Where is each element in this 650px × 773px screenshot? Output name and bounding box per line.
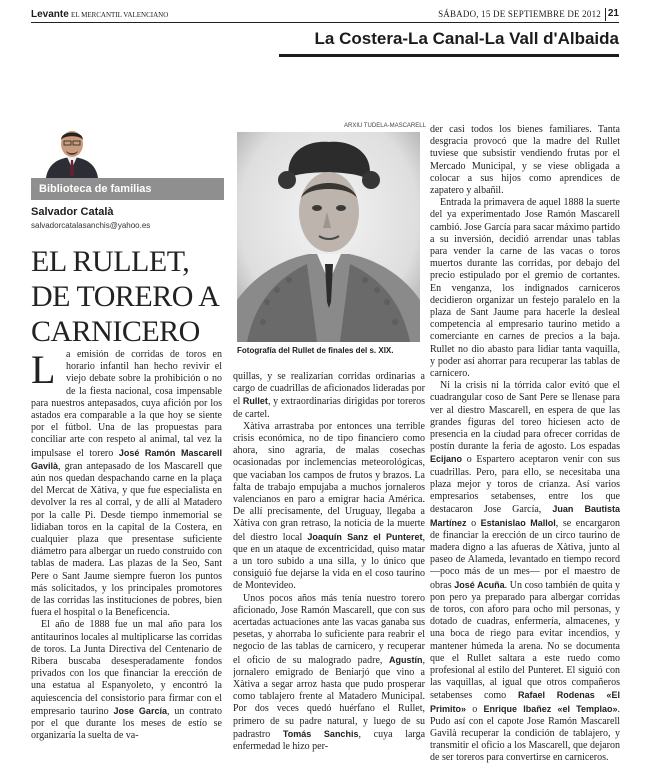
bullfighter-photo bbox=[237, 132, 420, 342]
paragraph: Unos pocos años más tenía nuestro torero aficionado, Jose Ramón Mascarell, que con sus acertadas actuaciones ante las vacas ganaba sus pesetas, y ahorraba lo suficiente para reabrir el negocio de las tablas de carnicero, y recuperar el oficio de su malogrado padre, Agustín, jornalero emigrado de Beniarjó que vino a Xàtiva a segar arroz hasta que pudo prosperar como tablajero frente al Matadero Municipal. Por dos veces quedó huérfano el Rullet, primero de su padre natural, y luego de su padrastro Tomás Sanchis, cuya larga enfermedad le hizo per- bbox=[233, 592, 425, 753]
issue-date: SÁBADO, 15 DE SEPTIEMBRE DE 2012 bbox=[438, 9, 601, 19]
page-number: 21 bbox=[607, 8, 619, 19]
blog-name-bar: Biblioteca de familias bbox=[31, 178, 224, 200]
paragraph: Xàtiva arrastraba por entonces una terrible crisis económica, no de tipo financiero como ahora, sino agraria, de malas cosechas ocasionadas por inclemencias meteorológicas, que vaciaban los campos de frutos y brazos. La falta de trabajo empujaba a muchos jornaleros valencianos en paro a emigrar hacia América. De allí precisamente, del Uruguay, llegaba a Xàtiva con gran retraso, la noticia de la muerte del diestro local Joaquín Sanz el Punteret, que en un ataque de excentricidad, quiso matar a un toro subido a una silla, y lo único que consiguió fue dejarse la vida en el coso taurino de Montevideo. bbox=[233, 420, 425, 592]
publication-name: Levante EL MERCANTIL VALENCIANO bbox=[31, 9, 169, 20]
paragraph: der casi todos los bienes familiares. Tanta desgracia provocó que la madre del Rullet tuviese que subsistir vendiendo frutas por el Mercado Municipal, y se viese obligada a colocar a sus hijos como aprendices de zapatero y albañil. bbox=[430, 124, 620, 197]
paragraph: Ni la crisis ni la tórrida calor evitó que el cuadrangular coso de Sant Pere se llenase para ver al diestro Mascarell, en espera de que las grandes figuras del toreo hiciesen acto de presencia en la ciudad para ofrecer corridas de postín durante la feria de agosto. Los espadas Ecijano o Espartero aceptaron venir con sus cuadrillas. Pero, para ello, se necesitaba una plaza mejor y toros de crianza. Así varios empresarios setabenses, entre los que destacaron Jose García, Juan Bautista Martínez o Estanislao Mallol, se encargaron de financiar la erección de un circo taurino de madera digno a las afueras de Xàtiva, junto al paseo de Alameda, levantado en tiempo record —poco más de un mes— por el maestro de obras José Acuña. Un coso también de quita y pon pero ya preparado para albergar corridas de toros, con aforo para ocho mil personas, y dotado de cuadras, enfermería, almacenes, y una boca de riego para evitar incendios, y mantener húmeda la arena. No se documenta que el Rullet saltara a este ruedo como profesional al estilo del Punteret. El siguió con las vaquillas, al igual que otros compañeros setabenses como Rafael Rodenas «El Primito» o Enrique Ibañez «el Templao». Pudo así con el capote Jose Ramón Mascarell Gavilà recuperar la condición de tablajero, y transmitir el oficio a los Mascarell, que dejaron de ser toreros para convertirse en carniceros. bbox=[430, 380, 620, 764]
author-portrait bbox=[40, 124, 104, 178]
paragraph: quillas, y se realizarían corridas ordinarias a cargo de cuadrillas de aficionados lideradas por el Rullet, y extraordinarias dirigidas por toreros de cartel. bbox=[233, 371, 425, 420]
author-name: Salvador Català bbox=[31, 206, 114, 218]
author-email[interactable]: salvadorcatalasanchis@yahoo.es bbox=[31, 221, 151, 230]
section-title: La Costera-La Canal-La Vall d'Albaida bbox=[279, 28, 619, 57]
headline: EL RULLET, DE TORERO A CARNICERO bbox=[31, 245, 218, 348]
masthead-divider bbox=[605, 8, 606, 21]
paragraph: Entrada la primavera de aquel 1888 la suerte del ya experimentado Jose Ramón Mascarell cambió. Jose García para sacar máximo partido a su inversión, decidió arrendar unas tablas para vender la carne de las vacas o toros muertos durante las corridas, por debajo del precio estipulado por el gremio de cortantes. En venganza, los indignados carniceros decidieron organizar un festejo paralelo en la plaza de Sant Jaume para hacerle la desleal competencia al empresario taurino metido a comerciante en carnes de precios a la baja. Rullet no dio abasto para lidiar tanta vaquilla, y poder así ahorrar para recuperar las tablas de carnicero. bbox=[430, 197, 620, 380]
paragraph: El año de 1888 fue un mal año para los antitaurinos locales al multiplicarse las corridas de toros. La Junta Directiva del Centenario de Ribera buscaba desesperadamente fondos privados con los que financiar la erección de una estatua al Espanyoleto, y encontró la aquiescencia del consistorio para firmar con el empresario taurino Jose García, un contrato por el que durante los meses de estío se organizaría la suelta de va- bbox=[31, 619, 222, 742]
masthead bbox=[31, 8, 619, 23]
dropcap: L bbox=[31, 349, 56, 392]
paragraph: L a emisión de corridas de toros en horario infantil han hecho revivir el viejo debate sobre la prohibición o no de la fiesta nacional, cosa impensable para nuestros antepasados, cuya afición por los astados era comparable a la que hoy se siente por el fútbol. Una de las propuestas para conciliar arte con respeto al animal, tal vez la impulsase el torero José Ramón Mascarell Gavilà, gran antepasado de los Mascarell que aún nos quedan despachando carne en la plaça del Mercat de Xàtiva, y que fue especialista en devolver la res al corral, y de allí al Matadero por la calle Pi. Desde tiempo inmemorial se lidiaban toros en la capital de la Costera, en cualquier plaza que presentase suficiente diámetro para albergar un ruedo construido con tablas de madera. Las plazas de la Seo, Sant Pere o Sant Jaume siempre fueron los puntos más solicitados, y los principales promotores de las corridas las instituciones de pobres, bien fuera el hospital o la Beneficencia. bbox=[31, 349, 222, 619]
photo-credit: ARXIU TUDELA-MASCARELL bbox=[344, 123, 426, 129]
article-column-1 bbox=[31, 349, 222, 769]
article-column-2 bbox=[233, 371, 425, 769]
article-column-3 bbox=[430, 124, 620, 769]
photo-caption: Fotografía del Rullet de finales del s. XIX. bbox=[237, 346, 394, 355]
